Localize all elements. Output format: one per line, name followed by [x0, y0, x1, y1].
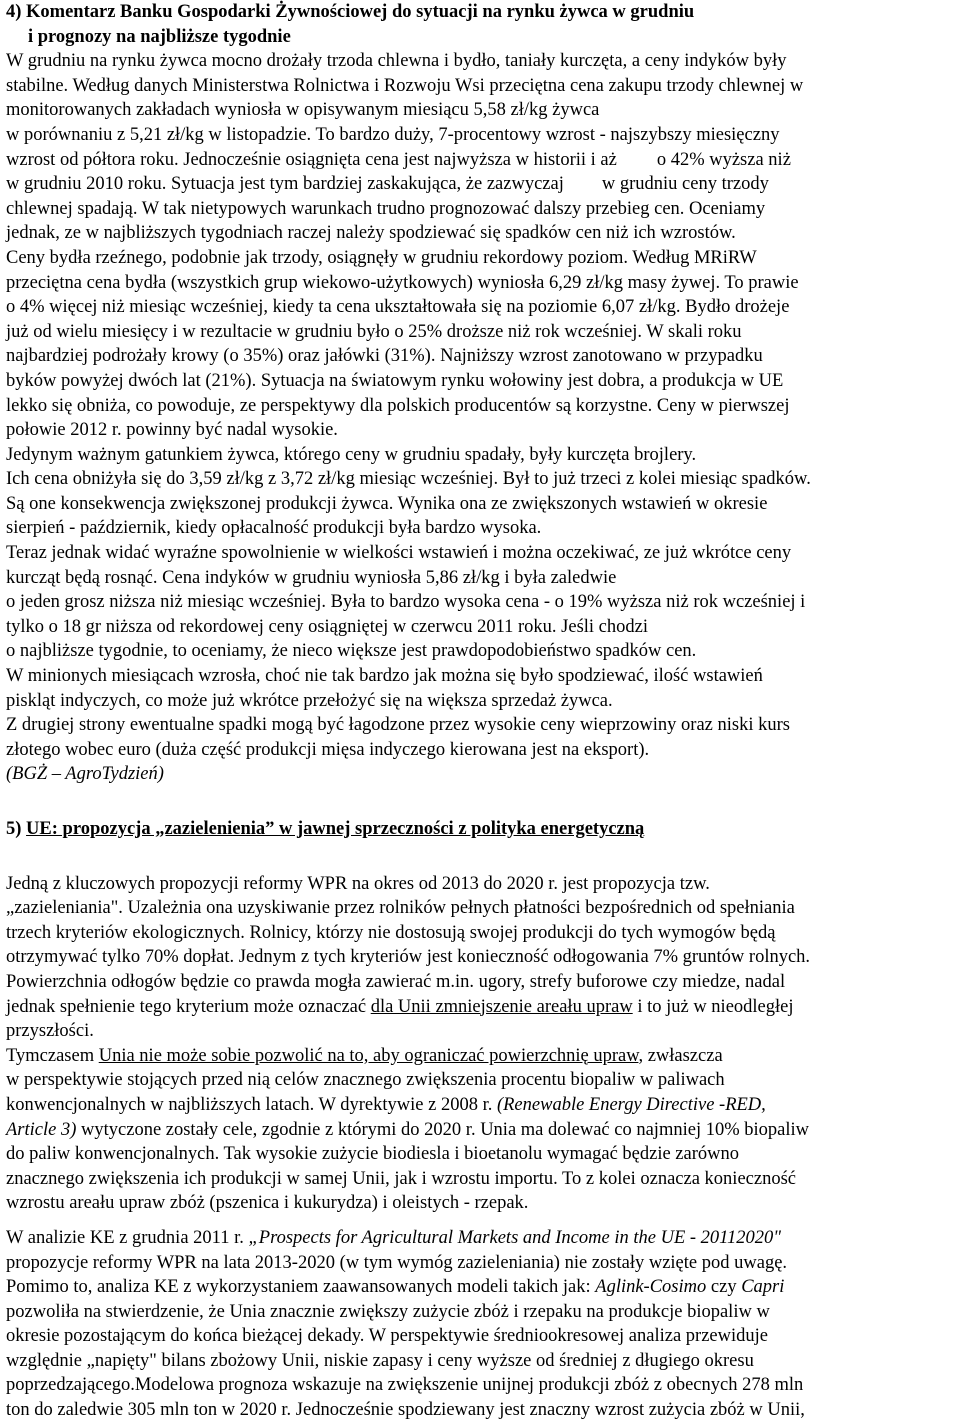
text-line: chlewnej spadają. W tak nietypowych warunkach trudno prognozować dalszy przebieg cen. Oceniamy: [6, 198, 766, 219]
text-line: ton do zaledwie 305 mln ton w 2020 r. Jednocześnie spodziewany jest znaczny wzrost zużycia zbóż w Unii,: [6, 1400, 805, 1421]
section-gap: [6, 787, 956, 817]
italic-phrase: „Prospects for Agricultural Markets and Income in the UE - 20112020": [248, 1227, 782, 1248]
text-line: „zazieleniania". Uzależnia ona uzyskiwanie przez rolników pełnych płatności bezpośrednich od spełniania: [6, 898, 795, 919]
text-line: [6, 1275, 956, 1300]
text-line: stabilne. Według danych Ministerstwa Rolnictwa i Rozwoju Wsi przeciętna cena zakupu trzody chlewnej w: [6, 75, 804, 96]
text-line: Z drugiej strony ewentualne spadki mogą być łagodzone przez wysokie ceny wieprzowiny oraz niski kurs: [6, 715, 790, 736]
text-line: Teraz jednak widać wyraźne spowolnienie w wielkości wstawień i można oczekiwać, ze już wkrótce ceny: [6, 543, 792, 564]
text-line: pozwoliła na stwierdzenie, że Unia znacznie zwiększy zużycie zbóż i rzepaku na produkcje biopaliw w: [6, 1301, 770, 1322]
text-line: do paliw konwencjonalnych. Tak wysokie zużycie biodiesla i bioetanolu wymagać będzie zarówno: [6, 1144, 739, 1165]
document-page: [6, 0, 956, 1423]
italic-phrase: (Renewable Energy Directive -RED,: [496, 1094, 766, 1115]
text-line: W grudniu na rynku żywca mocno drożały trzoda chlewna i bydło, taniały kurczęta, a ceny indyków były: [6, 51, 787, 72]
text-line: najbardziej podrożały krowy (o 35%) oraz jałówki (31%). Najniższy wzrost zanotowano w przypadku: [6, 346, 763, 367]
italic-phrase: Article 3): [6, 1119, 77, 1140]
text-line: lekko się obniża, co powoduje, ze perspektywy dla polskich producentów są korzystne. Ceny w pierwszej: [6, 395, 790, 416]
text-line: [6, 148, 956, 173]
text-segment: Tymczasem: [6, 1045, 99, 1066]
text-line: [6, 1118, 956, 1143]
text-segment: wzrost od półtora roku. Jednocześnie osiągnięta cena jest najwyższa w historii i aż: [6, 149, 617, 170]
text-segment: , zwłaszcza: [638, 1045, 723, 1066]
text-segment: Pomimo to, analiza KE z wykorzystaniem zaawansowanych modeli takich jak:: [6, 1277, 596, 1298]
paragraph-gap: [6, 1216, 956, 1226]
section-4-heading: [6, 0, 956, 49]
underlined-phrase: Unia nie może sobie pozwolić na to, aby ograniczać powierzchnię upraw: [98, 1045, 639, 1066]
section-5-paragraph-3: [6, 1226, 956, 1423]
text-line: przeciętna cena bydła (wszystkich grup wiekowo-użytkowych) wyniosła 6,29 zł/kg masy żywej. To prawie: [6, 272, 799, 293]
text-line: o najbliższe tygodnie, to oceniamy, że nieco większe jest prawdopodobieństwo spadków cen.: [6, 641, 697, 662]
text-line: w perspektywie stojących przed nią celów znacznego zwiększenia procentu biopaliw w paliwach: [6, 1070, 725, 1091]
text-segment: konwencjonalnych w najbliższych latach. W dyrektywie z 2008 r.: [6, 1094, 497, 1115]
text-segment: wytyczone zostały cele, zgodnie z którymi do 2020 r. Unia ma dolewać co najmniej 10% biopaliw: [76, 1119, 809, 1140]
text-line: Jedną z kluczowych propozycji reformy WPR na okres od 2013 do 2020 r. jest propozycja tzw.: [6, 873, 710, 894]
text-line: propozycje reformy WPR na lata 2013-2020 (w tym wymóg zazieleniania) nie zostały wzięte pod uwagę.: [6, 1252, 788, 1273]
text-line: względnie „napięty" bilans zbożowy Unii, niskie zapasy i ceny wyższe od średniej z długiego okresu: [6, 1350, 754, 1371]
section-4-title-line-2: i prognozy na najbliższe tygodnie: [28, 26, 291, 47]
text-line: trzech kryteriów ekologicznych. Rolnicy, którzy nie dostosują swojej produkcji do tych wymogów będą: [6, 922, 776, 943]
text-line: Ich cena obniżyła się do 3,59 zł/kg z 3,72 zł/kg miesiąc wcześniej. Był to już trzeci z kolei miesiąc spadków.: [6, 469, 811, 490]
text-line: o jeden grosz niższa niż miesiąc wcześniej. Była to bardzo wysoka cena - o 19% wyższa niż rok wcześniej i: [6, 592, 806, 613]
text-line: [6, 1226, 956, 1251]
text-line: monitorowanych zakładach wyniosła w opisywanym miesiącu 5,58 zł/kg żywca: [6, 100, 600, 121]
text-line: już od wielu miesięcy i w rezultacie w grudniu było o 25% droższe niż rok wcześniej. W skali roku: [6, 321, 742, 342]
text-segment: W analizie KE z grudnia 2011 r.: [6, 1227, 249, 1248]
text-line: Powierzchnia odłogów będzie co prawda mogła zawierać m.in. ugory, strefy buforowe czy miedze, nadal: [6, 971, 786, 992]
text-segment: jednak spełnienie tego kryterium może oznaczać: [6, 996, 371, 1017]
text-line: tylko o 18 gr niższa od rekordowej ceny osiągniętej w czerwcu 2011 roku. Jeśli chodzi: [6, 616, 648, 637]
source-citation: (BGŻ – AgroTydzień): [6, 764, 164, 785]
section-gap: [6, 842, 956, 872]
text-line: [6, 1044, 956, 1069]
text-line: połowie 2012 r. powinny być nadal wysokie.: [6, 420, 338, 441]
section-5-number: 5): [6, 819, 22, 839]
text-line: byków powyżej dwóch lat (21%). Sytuacja na światowym rynku wołowiny jest dobra, a produkcja w UE: [6, 370, 784, 391]
text-line: okresie pozostającym do końca bieżącej dekady. W perspektywie średniookresowej analiza przewiduje: [6, 1326, 768, 1347]
text-line: Jedynym ważnym gatunkiem żywca, którego ceny w grudniu spadały, były kurczęta brojlery.: [6, 444, 697, 465]
text-line: o 4% więcej niż miesiąc wcześniej, kiedy ta cena ukształtowała się na poziomie 6,07 zł/kg. Bydło drożeje: [6, 297, 790, 318]
text-line: [6, 172, 956, 197]
text-line: otrzymywać tylko 70% dopłat. Jednym z tych kryteriów jest konieczność odłogowania 7% gruntów rolnych.: [6, 947, 811, 968]
section-4-body: [6, 49, 956, 787]
text-line: [6, 1093, 956, 1118]
text-line: wzrostu areału upraw zbóż (pszenica i kukurydza) i oleistych - rzepak.: [6, 1193, 529, 1214]
text-line: piskląt indyczych, co może już wkrótce przełożyć się na większa sprzedaż żywca.: [6, 690, 613, 711]
text-segment: w grudniu ceny trzody: [601, 174, 769, 195]
section-5-heading: [6, 817, 956, 842]
section-5-title: UE: propozycja „zazielenienia” w jawnej sprzeczności z polityka energetyczną: [26, 819, 645, 839]
underlined-phrase: dla Unii zmniejszenie areału upraw: [370, 996, 633, 1017]
text-line: kurcząt będą rosnąć. Cena indyków w grudniu wyniosła 5,86 zł/kg i była zaledwie: [6, 567, 617, 588]
text-line: przyszłości.: [6, 1021, 94, 1042]
text-line: Są one konsekwencja zwiększonej produkcji żywca. Wynika ona ze zwiększonych wstawień w okresie: [6, 493, 768, 514]
text-line: [6, 995, 956, 1020]
text-segment: czy: [706, 1277, 742, 1298]
text-line: Ceny bydła rzeźnego, podobnie jak trzody, osiągnęły w grudniu rekordowy poziom. Według MRiRW: [6, 247, 757, 268]
section-5-paragraph-2: [6, 1044, 956, 1216]
italic-phrase: Aglink-Cosimo: [595, 1277, 707, 1298]
italic-phrase: Capri: [741, 1277, 785, 1298]
section-5-paragraph-1: [6, 872, 956, 1044]
text-line: w porównaniu z 5,21 zł/kg w listopadzie. To bardzo duży, 7-procentowy wzrost - najszybszy miesięczny: [6, 124, 780, 145]
text-line: znacznego zwiększenia ich produkcji w samej Unii, jak i wzrostu importu. To z kolei oznacza konieczność: [6, 1168, 796, 1189]
text-line: sierpień - październik, kiedy opłacalność produkcji była bardzo wysoka.: [6, 518, 542, 539]
text-line: jednak, ze w najbliższych tygodniach raczej należy spodziewać się spadków cen niż ich wzrostów.: [6, 223, 736, 244]
text-segment: o 42% wyższa niż: [656, 149, 791, 170]
text-segment: w grudniu 2010 roku. Sytuacja jest tym bardziej zaskakująca, że zazwyczaj: [6, 174, 564, 195]
text-line: złotego wobec euro (duża część produkcji mięsa indyczego kierowana jest na eksport).: [6, 739, 650, 760]
text-line: poprzedzającego.Modelowa prognoza wskazuje na zwiększenie unijnej produkcji zbóż z obecnych 278 mln: [6, 1375, 804, 1396]
text-segment: i to już w nieodległej: [632, 996, 794, 1017]
section-4-title-line-1: 4) Komentarz Banku Gospodarki Żywnościowej do sytuacji na rynku żywca w grudniu: [6, 2, 695, 22]
text-line: W minionych miesiącach wzrosła, choć nie tak bardzo jak można się było spodziewać, ilość wstawień: [6, 666, 763, 687]
